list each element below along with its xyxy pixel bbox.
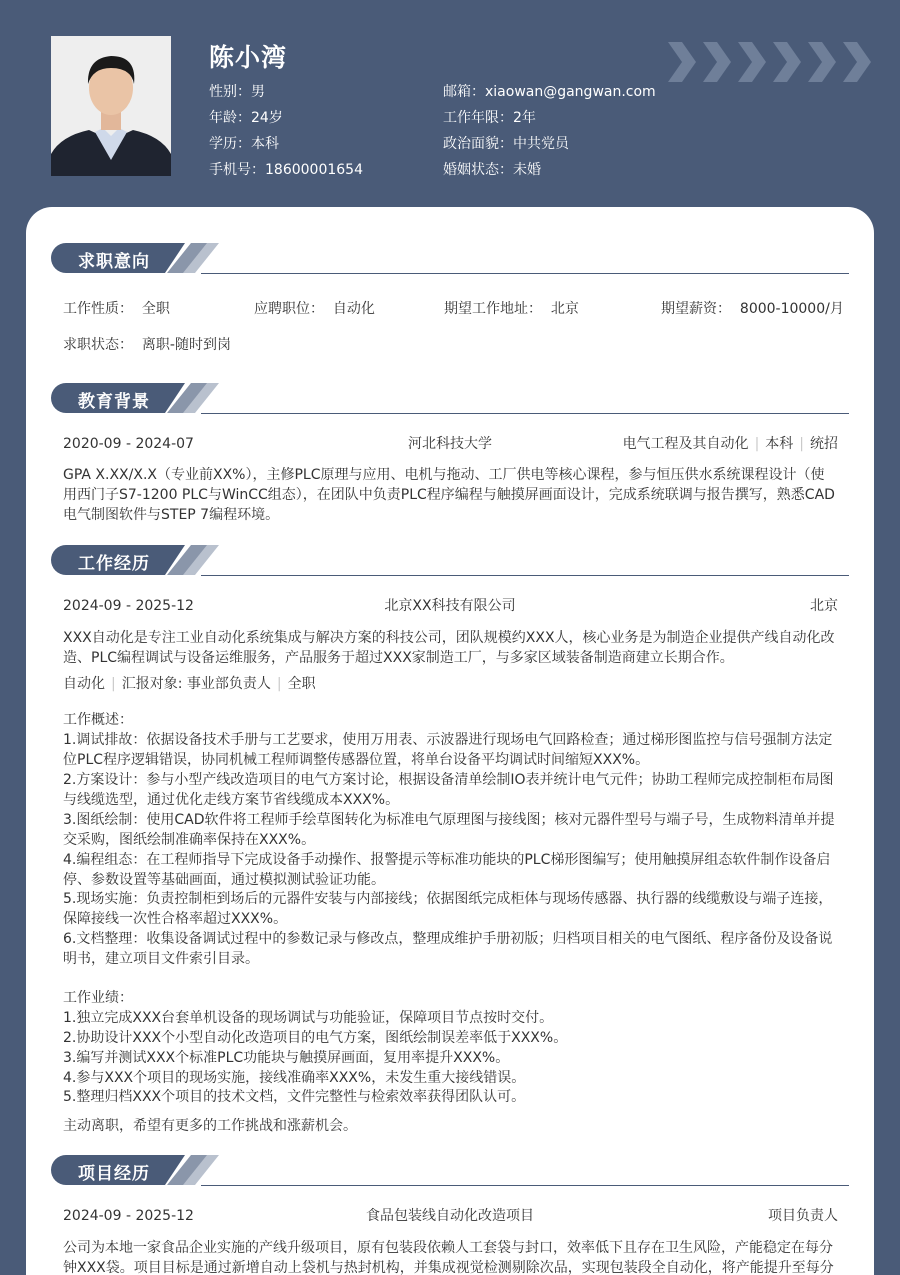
overview-item: 6.文档整理：收集设备调试过程中的参数记录与修改点，整理成维护手册初版；归档项目相关的电气图纸、程序备份及设备说明书，建立项目文件索引目录。 xyxy=(63,931,833,967)
phone: 手机号：18600001654 xyxy=(209,162,363,178)
achievement-item: 4.参与XXX个项目的现场实施，接线准确率XXX%，未发生重大接线错误。 xyxy=(63,1070,526,1086)
overview-item: 5.现场实施：负责控制柜到场后的元器件安装与内部接线；依据图纸完成柜体与现场传感器、执行器的线缆敷设与端子连接，保障接线一次性合格率超过XXX%。 xyxy=(63,891,833,927)
leave-reason: 主动离职，希望有更多的工作挑战和涨薪机会。 xyxy=(63,1118,357,1134)
candidate-name: 陈小湾 xyxy=(209,43,288,72)
section-title-text: 求职意向 xyxy=(78,252,150,272)
overview-item: 2.方案设计：参与小型产线改造项目的电气方案讨论，根据设备清单绘制IO表并统计电气元件；协助工程师完成控制柜布局图与线缆选型，通过优化走线方案节省线缆成本XXX%。 xyxy=(63,772,834,808)
education-description: GPA X.XX/X.X（专业前XX%），主修PLC原理与应用、电机与拖动、工厂供电等核心课程，参与恒压供水系统课程设计（使用西门子S7-1200 PLC与WinCC组态），在团队中负责PLC程序编程与触摸屏画面设计，完成系统联调与报告撰写，熟悉CAD电气制图软件与STEP 7编程环境。 xyxy=(63,467,835,523)
political-status: 政治面貌：中共党员 xyxy=(443,136,569,152)
section-title-text: 项目经历 xyxy=(78,1164,150,1184)
chevron-decoration-icon xyxy=(668,42,873,82)
email: 邮箱：xiaowan@gangwan.com xyxy=(443,84,656,100)
section-title-text: 教育背景 xyxy=(78,392,150,412)
section-project xyxy=(51,1155,851,1187)
job-status: 求职状态： 离职-随时到岗 xyxy=(63,337,231,353)
education-period: 2020-09 - 2024-07 xyxy=(63,436,194,452)
overview-item: 3.图纸绘制：使用CAD软件将工程师手绘草图转化为标准电气原理图与接线图；核对元器件型号与端子号，生成物料清单并提交采购，图纸绘制准确率保持在XXX%。 xyxy=(63,812,835,848)
project-role: 项目负责人 xyxy=(768,1208,838,1224)
section-intention xyxy=(51,243,851,275)
work-city: 北京 xyxy=(810,598,838,614)
job-location: 期望工作地址： 北京 xyxy=(444,301,579,317)
achievement-item: 5.整理归档XXX个项目的技术文档，文件完整性与检索效率获得团队认可。 xyxy=(63,1089,526,1105)
education-major-line: 电气工程及其自动化 | 本科 | 统招 xyxy=(622,436,838,452)
section-title-text: 工作经历 xyxy=(78,554,150,574)
project-description: 公司为本地一家食品企业实施的产线升级项目，原有包装段依赖人工套袋与封口，效率低下且存在卫生风险，产能稳定在每分钟XXX袋。项目目标是通过新增自动上袋机与热封机构，并集成视觉检测剔除次品，实现包装段全自动化，将产能提升至每分 xyxy=(63,1240,834,1275)
project-period: 2024-09 - 2025-12 xyxy=(63,1208,194,1224)
company-description: XXX自动化是专注工业自动化系统集成与解决方案的科技公司，团队规模约XXX人，核心业务是为制造企业提供产线自动化改造、PLC编程调试与设备运维服务，产品服务于超过XXX家制造工厂，与多家区域装备制造商建立长期合作。 xyxy=(63,630,835,666)
achievement-item: 2.协助设计XXX个小型自动化改造项目的电气方案，图纸绘制误差率低于XXX%。 xyxy=(63,1030,568,1046)
job-position: 应聘职位： 自动化 xyxy=(254,301,375,317)
work-years: 工作年限：2年 xyxy=(443,110,536,126)
age: 年龄：24岁 xyxy=(209,110,283,126)
education-school: 河北科技大学 xyxy=(408,436,492,452)
job-salary: 期望薪资： 8000-10000/月 xyxy=(661,301,844,317)
work-period: 2024-09 - 2025-12 xyxy=(63,598,194,614)
education-level: 学历：本科 xyxy=(209,136,279,152)
gender: 性别：男 xyxy=(209,84,265,100)
overview-item: 4.编程组态：在工程师指导下完成设备手动操作、报警提示等标准功能块的PLC梯形图编写；使用触摸屏组态软件制作设备启停、参数设置等基础画面，通过模拟测试验证功能。 xyxy=(63,852,831,888)
profile-photo xyxy=(51,36,171,176)
work-tags: 自动化 | 汇报对象: 事业部负责人 | 全职 xyxy=(63,676,316,692)
overview-item: 1.调试排故：依据设备技术手册与工艺要求，使用万用表、示波器进行现场电气回路检查；通过梯形图监控与信号强制方法定位PLC程序逻辑错误，协同机械工程师调整传感器位置，将单台设备平均调试时间缩短XXX%。 xyxy=(63,732,833,768)
work-overview-title: 工作概述： xyxy=(63,712,133,728)
resume-header xyxy=(0,0,900,215)
section-work xyxy=(51,545,851,577)
achievement-item: 1.独立完成XXX台套单机设备的现场调试与功能验证，保障项目节点按时交付。 xyxy=(63,1010,554,1026)
work-achievements-title: 工作业绩： xyxy=(63,990,133,1006)
section-education xyxy=(51,383,851,415)
achievement-item: 3.编写并测试XXX个标准PLC功能块与触摸屏画面，复用率提升XXX%。 xyxy=(63,1050,510,1066)
person-portrait-icon xyxy=(51,36,171,176)
marital-status: 婚姻状态：未婚 xyxy=(443,162,541,178)
work-company: 北京XX科技有限公司 xyxy=(384,598,516,614)
project-name: 食品包装线自动化改造项目 xyxy=(366,1208,534,1224)
job-type: 工作性质： 全职 xyxy=(63,301,170,317)
